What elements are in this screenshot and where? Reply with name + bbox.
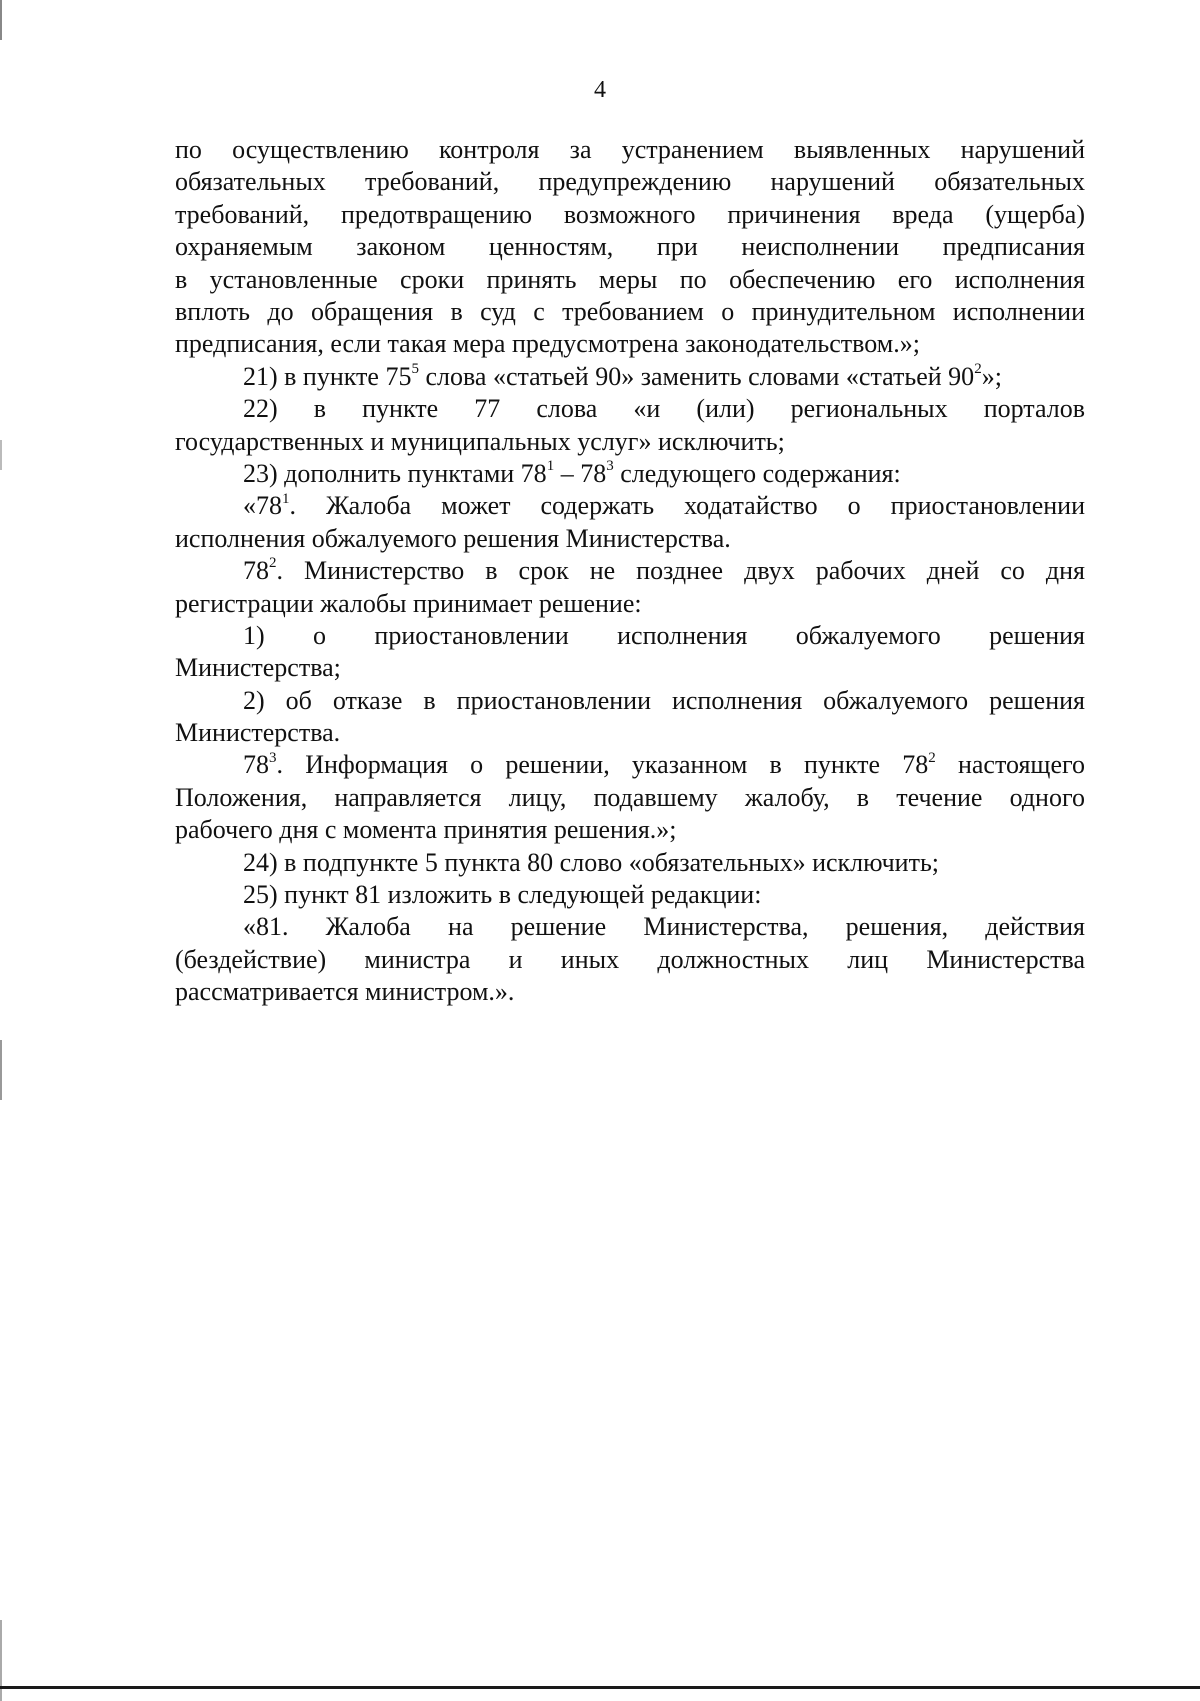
text-fragment: »; [981, 361, 1002, 391]
text-line: вплоть до обращения в суд с требованием о принудительном исполнении [175, 296, 1085, 326]
paragraph-81: «81. Жалоба на решение Министерства, решения, действия [243, 912, 1085, 942]
text-line: рабочего дня с момента принятия решения.»; [175, 815, 677, 845]
scan-bottom-edge [0, 1686, 1200, 1689]
text-line: в установленные сроки принять меры по обеспечению его исполнения [175, 264, 1085, 294]
list-item-24: 24) в подпункте 5 пункта 80 слово «обязательных» исключить; [243, 847, 940, 877]
text-line: исполнения обжалуемого решения Министерства. [175, 523, 731, 553]
superscript: 1 [282, 490, 290, 507]
superscript: 3 [269, 749, 277, 766]
superscript: 3 [606, 458, 614, 475]
text-line: (бездействие) министра и иных должностных лиц Министерства [175, 944, 1085, 974]
list-item-23 [175, 458, 1085, 490]
text-line: требований, предотвращению возможного причинения вреда (ущерба) [175, 199, 1085, 229]
text-fragment: . Информация о решении, указанном в пункте 78 [276, 750, 929, 780]
text-fragment: 78 [243, 750, 269, 780]
text-line: охраняемым законом ценностям, при неисполнении предписания [175, 232, 1085, 262]
subitem-1: 1) о приостановлении исполнения обжалуемого решения [243, 620, 1085, 650]
superscript: 2 [974, 361, 982, 378]
page-number: 4 [594, 77, 606, 103]
text-fragment: слова «статьей 90» заменить словами «статьей 90 [418, 361, 975, 391]
text-fragment: . Министерство в срок не позднее двух рабочих дней со дня [276, 556, 1085, 586]
paragraph-78-1 [175, 490, 1085, 522]
list-item-21 [175, 361, 1085, 393]
text-line: Положения, направляется лицу, подавшему жалобу, в течение одного [175, 782, 1085, 812]
paragraph-78-2 [175, 555, 1085, 587]
text-line: по осуществлению контроля за устранением выявленных нарушений [175, 135, 1085, 164]
text-line: предписания, если такая мера предусмотрена законодательством.»; [175, 329, 920, 359]
text-line: Министерства; [175, 653, 341, 683]
text-fragment: – 78 [554, 458, 607, 488]
text-line: Министерства. [175, 718, 341, 748]
paragraph-78-3 [175, 749, 1085, 781]
text-fragment: 21) в пункте 75 [243, 361, 412, 391]
text-line: государственных и муниципальных услуг» исключить; [175, 426, 785, 456]
superscript: 2 [928, 749, 936, 766]
text-fragment: . Жалоба может содержать ходатайство о приостановлении [289, 491, 1085, 521]
list-item-25: 25) пункт 81 изложить в следующей редакции: [243, 880, 762, 910]
list-item-22: 22) в пункте 77 слова «и (или) региональных порталов [243, 394, 1085, 424]
text-line: рассматривается министром.». [175, 977, 515, 1007]
superscript: 5 [411, 361, 419, 378]
text-line: регистрации жалобы принимает решение: [175, 588, 642, 618]
text-fragment: настоящего [935, 750, 1085, 780]
text-line: обязательных требований, предупреждению нарушений обязательных [175, 167, 1085, 197]
document-body [175, 134, 1085, 1009]
subitem-2: 2) об отказе в приостановлении исполнения обжалуемого решения [243, 685, 1085, 715]
superscript: 2 [269, 555, 277, 572]
text-fragment: следующего содержания: [613, 458, 901, 488]
scan-left-edge [0, 0, 2, 1701]
superscript: 1 [546, 458, 555, 475]
text-fragment: «78 [243, 491, 282, 521]
text-fragment: 23) дополнить пунктами 78 [243, 458, 547, 488]
text-fragment: 78 [243, 556, 269, 586]
